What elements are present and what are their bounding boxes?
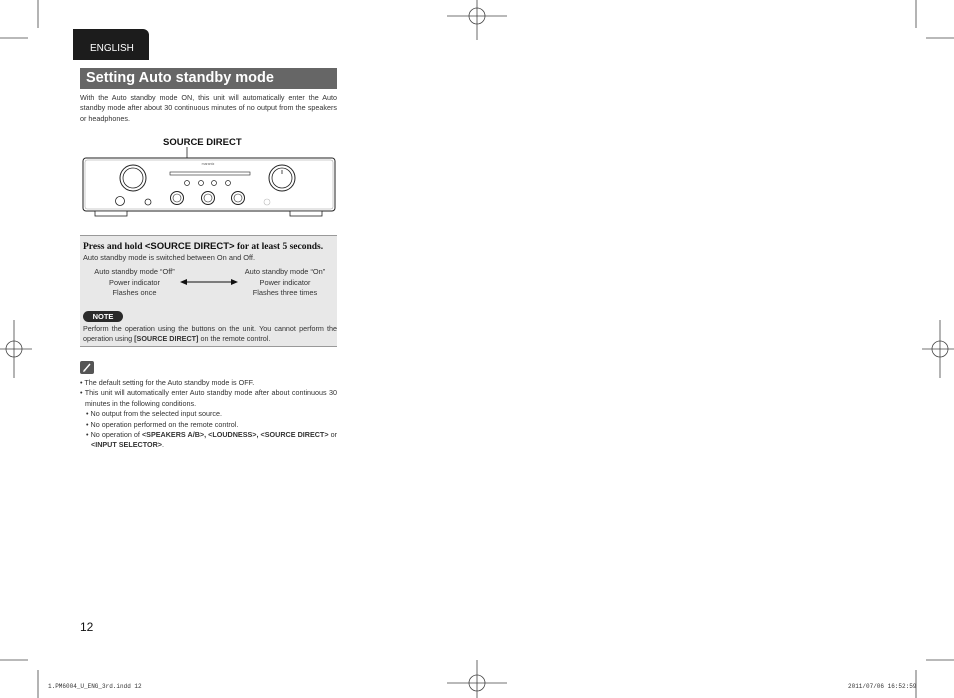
bass-knob (171, 192, 184, 205)
switch-description: Auto standby mode is switched between On and Off. (83, 253, 256, 262)
page-number: 12 (80, 620, 94, 634)
list-item: • This unit will automatically enter Auto standby mode after about continuous 30 minutes in the following conditions. (80, 388, 337, 408)
source-direct-callout-label: SOURCE DIRECT (163, 137, 242, 148)
ir-sensor (264, 199, 270, 205)
memo-bullet-list (80, 378, 337, 451)
toggle-double-arrow-icon (180, 277, 238, 287)
input-selector-knob (120, 165, 146, 191)
phones-jack (145, 199, 151, 205)
amplifier-front-panel-illustration (80, 146, 338, 222)
volume-knob (269, 165, 295, 191)
note-text: Perform the operation using the buttons on the unit. You cannot perform the operation using [SOURCE DIRECT] on the remote control. (83, 324, 337, 344)
balance-knob (232, 192, 245, 205)
list-item: • No operation of <SPEAKERS A/B>, <LOUDNESS>, <SOURCE DIRECT> or <INPUT SELECTOR>. (86, 430, 337, 450)
auto-standby-on-state: Auto standby mode “On” Power indicator Flashes three times (244, 267, 326, 297)
display-strip (170, 172, 250, 175)
pencil-memo-icon (80, 361, 94, 374)
power-button (116, 197, 125, 206)
left-foot (95, 211, 127, 216)
brand-logo: marantz (201, 162, 215, 166)
treble-knob (202, 192, 215, 205)
note-badge: NOTE (83, 311, 123, 322)
auto-standby-off-state: Auto standby mode “Off” Power indicator Flashes once (94, 267, 175, 297)
right-foot (290, 211, 322, 216)
source-direct-button (185, 181, 190, 186)
list-item: • No output from the selected input source. (86, 409, 222, 419)
footer-timestamp: 2011/07/06 16:52:59 (848, 683, 917, 690)
list-item: • The default setting for the Auto standby mode is OFF. (80, 378, 255, 387)
press-instruction: Press and hold <SOURCE DIRECT> for at least 5 seconds. (83, 241, 324, 252)
section-title: Setting Auto standby mode (80, 68, 337, 89)
language-tab: ENGLISH (73, 29, 149, 60)
footer-file-info: 1.PM6004_U_ENG_3rd.indd 12 (48, 683, 142, 690)
list-item: • No operation performed on the remote control. (86, 419, 239, 429)
intro-paragraph: With the Auto standby mode ON, this unit will automatically enter the Auto standby mode after about 30 continuous minutes of no output from the speakers or headphones. (80, 93, 337, 123)
